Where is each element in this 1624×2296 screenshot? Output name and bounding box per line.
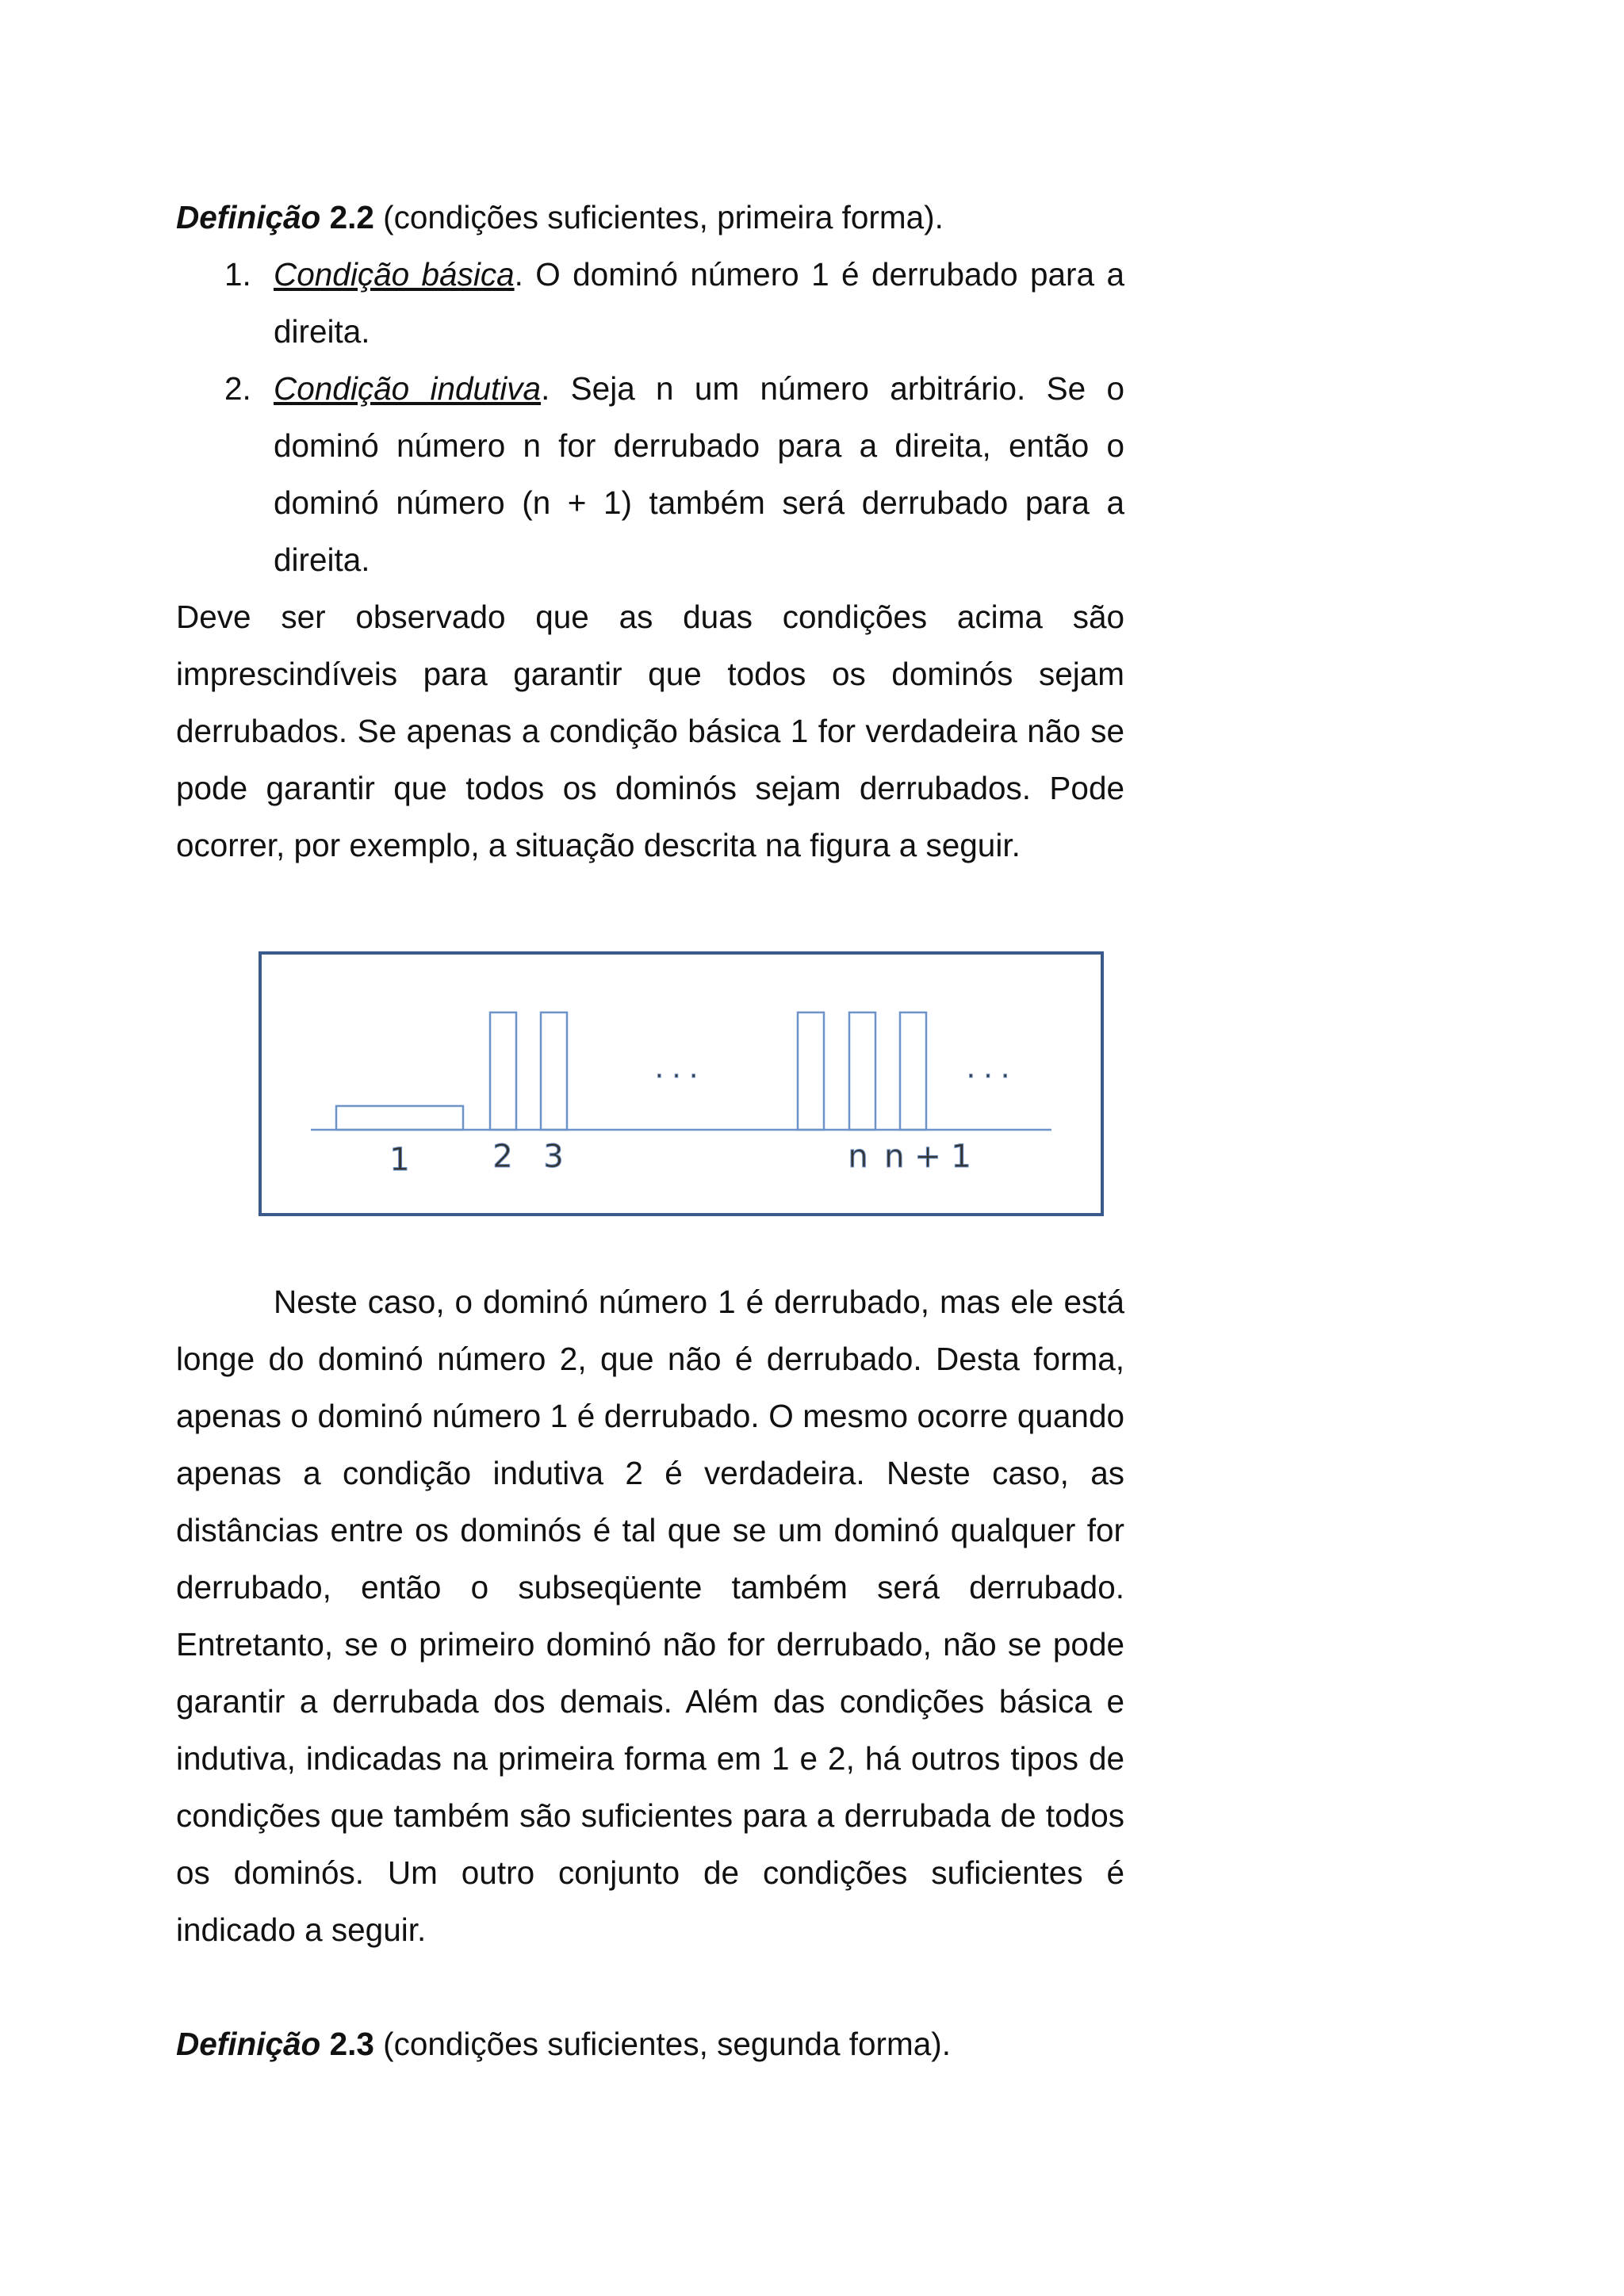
condition-item-basic — [176, 246, 1124, 360]
definition-term: Definição — [176, 2026, 321, 2062]
condition-item-inductive — [176, 360, 1124, 588]
label-n-plus-1: n + 1 — [884, 1138, 971, 1175]
definition-2-2-heading — [176, 189, 1124, 246]
list-marker: 2. — [224, 370, 251, 407]
label-n: n — [848, 1138, 868, 1175]
ellipsis-middle: . . . — [654, 1053, 699, 1085]
condition-title: Condição indutiva — [274, 370, 542, 407]
definition-description: (condições suficientes, primeira forma). — [373, 199, 944, 235]
ellipsis-end: . . . — [966, 1053, 1010, 1085]
definition-description: (condições suficientes, segunda forma). — [373, 2026, 951, 2062]
condition-text: . Seja n um número arbitrário. Se o dominó número n for derrubado para a direita, então o dominó número (n + 1) também será derrubado para a direita. — [274, 370, 1124, 578]
label-1: 1 — [389, 1142, 410, 1178]
definition-2-3-heading — [176, 2015, 1124, 2072]
document-page — [176, 189, 1124, 2072]
paragraph-observation: Deve ser observado que as duas condições acima são imprescindíveis para garantir que todos os dominós sejam derrubados. Se apenas a condição básica 1 for verdadeira não se pode garantir que todos os dominós sejam derrubados. Pode ocorrer, por exemplo, a situação descrita na figura a seguir. — [176, 599, 1124, 863]
label-2: 2 — [492, 1138, 513, 1175]
definition-term: Definição — [176, 199, 321, 235]
label-3: 3 — [543, 1138, 564, 1175]
condition-text: . O dominó número 1 é derrubado para a direita. — [274, 256, 1124, 350]
definition-number: 2.3 — [329, 2026, 374, 2062]
condition-title: Condição básica — [274, 256, 515, 293]
domino-diagram — [259, 951, 1104, 1216]
conditions-list — [176, 246, 1124, 588]
paragraph-explanation: Neste caso, o dominó número 1 é derrubado, mas ele está longe do dominó número 2, que não é derrubado. Desta forma, apenas o dominó número 1 é derrubado. O mesmo ocorre quando apenas a condição indutiva 2 é verdadeira. Neste caso, as distâncias entre os dominós é tal que se um dominó qualquer for derrubado, então o subseqüente também será derrubado. Entretanto, se o primeiro dominó não for derrubado, não se pode garantir a derrubada dos demais. Além das condições básica e indutiva, indicadas na primeira forma em 1 e 2, há outros tipos de condições que também são suficientes para a derrubada de todos os dominós. Um outro conjunto de condições suficientes é indicado a seguir. — [176, 1284, 1124, 1948]
definition-number: 2.2 — [329, 199, 374, 235]
list-marker: 1. — [224, 256, 251, 293]
domino-figure — [259, 951, 1104, 1216]
